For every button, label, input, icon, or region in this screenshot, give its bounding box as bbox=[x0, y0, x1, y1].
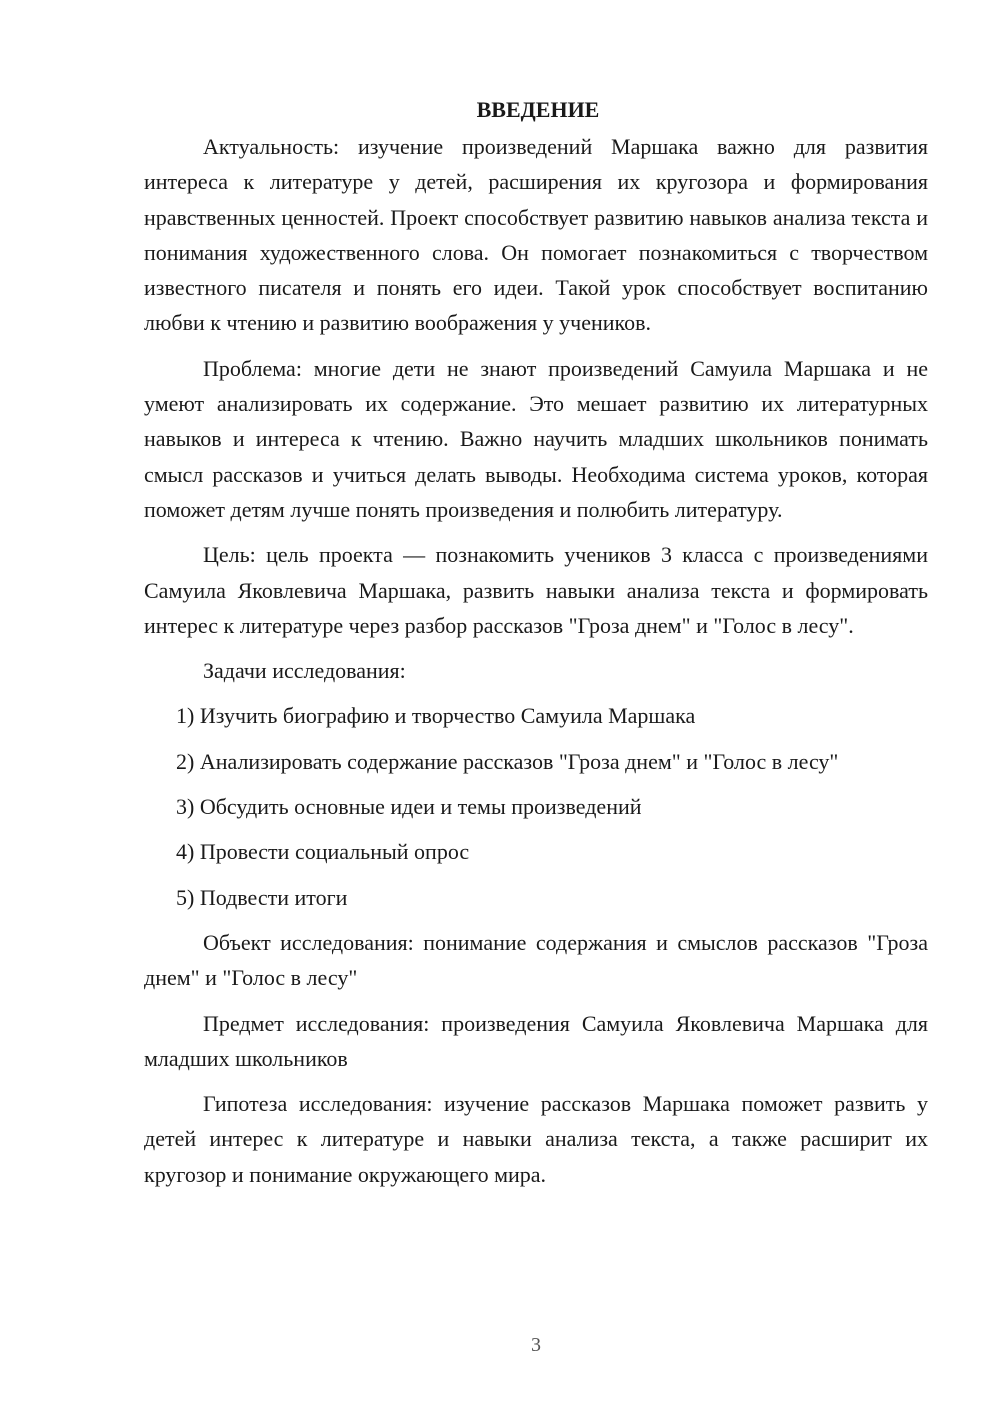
task-item: 2) Анализировать содержание рассказов "Гроза днем" и "Голос в лесу" bbox=[176, 748, 839, 774]
paragraph-problem: Проблема: многие дети не знают произведений Самуила Маршака и не умеют анализировать их содержание. Это мешает развитию их литературных навыков и интереса к чтению. Важно научить младших школьников понимать смысл рассказов и учиться делать выводы. Необходима система уроков, которая поможет детям лучше понять произведения и полюбить литературу. bbox=[144, 355, 928, 522]
task-list bbox=[144, 698, 928, 914]
paragraph-goal: Цель: цель проекта — познакомить учеников 3 класса с произведениями Самуила Яковлевича Маршака, развить навыки анализа текста и формировать интерес к литературе через разбор рассказов "Гроза днем" и "Голос в лесу". bbox=[144, 542, 928, 638]
document-page bbox=[144, 92, 928, 1202]
page-number: 3 bbox=[531, 1334, 541, 1356]
paragraph-object: Объект исследования: понимание содержания и смыслов рассказов "Гроза днем" и "Голос в лесу" bbox=[144, 929, 928, 991]
task-item: 4) Провести социальный опрос bbox=[176, 839, 470, 865]
paragraph-relevance: Актуальность: изучение произведений Маршака важно для развития интереса к литературе у детей, расширения их кругозора и формирования нравственных ценностей. Проект способствует развитию навыков анализа текста и понимания художественного слова. Он помогает познакомиться с творчеством известного писателя и понять его идеи. Такой урок способствует воспитанию любви к чтению и развитию воображения у учеников. bbox=[144, 134, 928, 336]
task-item: 1) Изучить биографию и творчество Самуила Маршака bbox=[176, 703, 696, 729]
section-title: ВВЕДЕНИЕ bbox=[476, 97, 600, 122]
tasks-heading: Задачи исследования: bbox=[203, 658, 406, 684]
paragraph-subject: Предмет исследования: произведения Самуила Яковлевича Маршака для младших школьников bbox=[144, 1010, 928, 1071]
task-item: 5) Подвести итоги bbox=[176, 884, 348, 910]
task-item: 3) Обсудить основные идеи и темы произведений bbox=[176, 794, 642, 820]
paragraph-hypothesis: Гипотеза исследования: изучение рассказов Маршака поможет развить у детей интерес к литературе и навыки анализа текста, а также расширит их кругозор и понимание окружающего мира. bbox=[144, 1091, 928, 1187]
